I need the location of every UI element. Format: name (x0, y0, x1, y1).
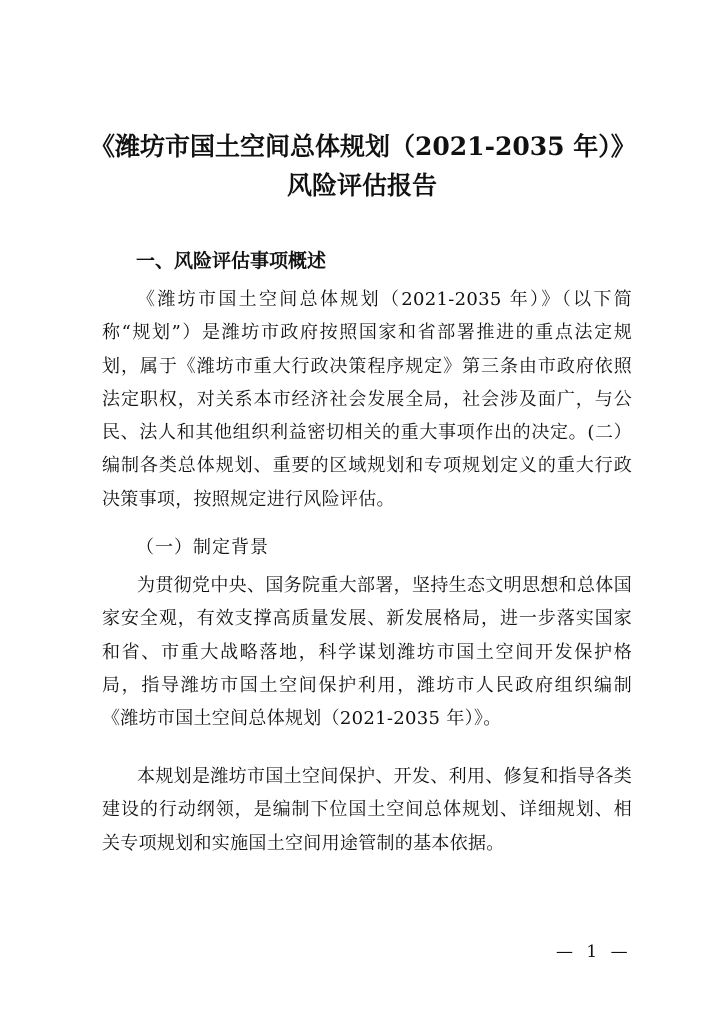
background-paragraph-1: 为贯彻党中央、国务院重大部署，坚持生态文明思想和总体国家安全观，有效支撑高质量发展、新发展格局，进一步落实国家和省、市重大战略落地，科学谋划潍坊市国土空间开发保护格局，指导潍坊市国土空间保护利用，潍坊市人民政府组织编制《潍坊市国土空间总体规划（2021-2035 年）》。 (102, 575, 632, 730)
page-number: — 1 — (556, 942, 632, 962)
background-paragraph-2: 本规划是潍坊市国土空间保护、开发、利用、修复和指导各类建设的行动纲领，是编制下位国土空间总体规划、详细规划、相关专项规划和实施国土空间用途管制的基本依据。 (102, 766, 632, 854)
document-title-line1: 《潍坊市国土空间总体规划（2021-2035 年）》 (90, 132, 636, 161)
document-title-line2: 风险评估报告 (286, 171, 437, 200)
section1-heading: 一、风险评估事项概述 (136, 250, 327, 272)
subsection1-heading: （一）制定背景 (136, 537, 269, 558)
section1-paragraph: 《潍坊市国土空间总体规划（2021-2035 年）》（以下简称“规划”）是潍坊市政府按照国家和省部署推进的重点法定规划，属于《潍坊市重大行政决策程序规定》第三条由市政府依照法定职权，对关系本市经济社会发展全局，社会涉及面广，与公民、法人和其他组织利益密切相关的重大事项作出的决定。(二）编制各类总体规划、重要的区域规划和专项规划定义的重大行政决策事项，按照规定进行风险评估。 (102, 289, 632, 510)
